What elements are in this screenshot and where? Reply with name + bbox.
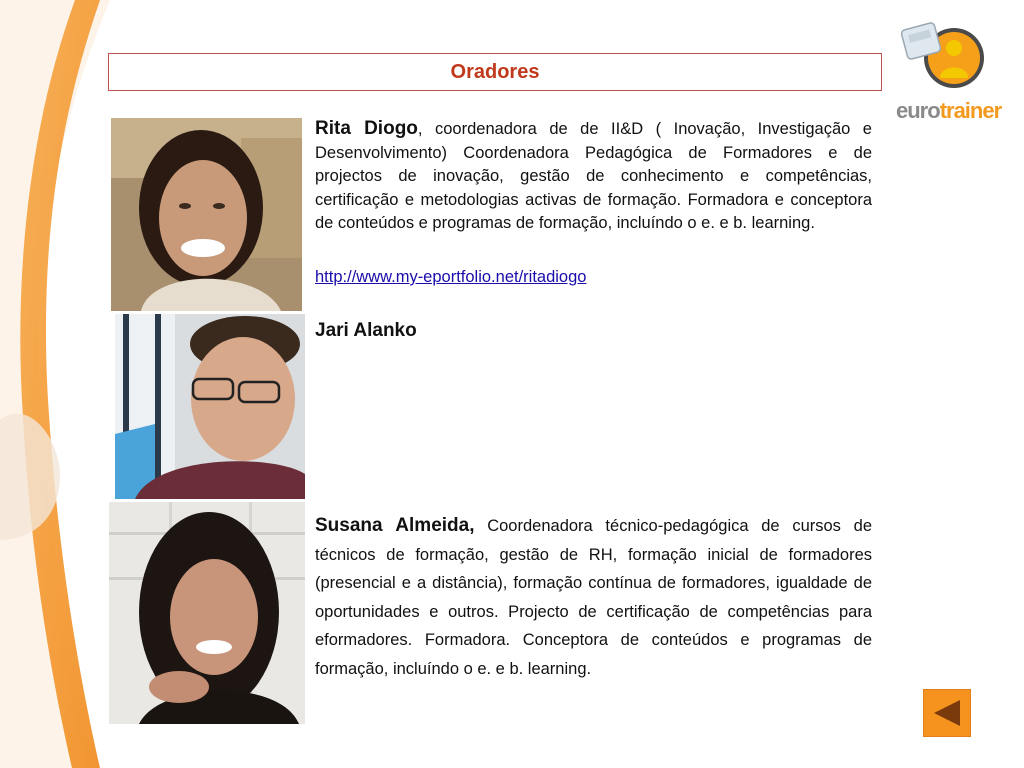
speaker-photo-rita-diogo xyxy=(111,118,302,311)
speaker-photo-susana-almeida xyxy=(109,502,305,724)
title-box xyxy=(108,53,882,91)
speaker-bio-susana-almeida xyxy=(315,512,872,683)
logo-mascot-icon xyxy=(896,18,1008,100)
logo-trainer-text: trainer xyxy=(939,98,1002,123)
speaker-description: coordenadora de de II&D ( Inovação, Investigação e Desenvolvimento) Coordenadora Pedagógica de Formadores e de projectos de inovação, gestão de conhecimento e competências, certificação e metodologias activas de formação. Formadora e conceptora de conteúdos e programas de formação, incluíndo o e. e b. learning. xyxy=(315,120,872,232)
speaker-bio-rita-diogo xyxy=(315,117,872,236)
back-button[interactable] xyxy=(923,689,971,737)
speaker-name-jari-alanko: Jari Alanko xyxy=(315,320,417,341)
speaker-photo-jari-alanko xyxy=(115,314,305,499)
speaker-name: Susana Almeida, xyxy=(315,515,475,536)
eurotrainer-logo xyxy=(896,18,1008,128)
slide-title: Oradores xyxy=(450,60,540,83)
speaker-description: Coordenadora técnico-pedagógica de cursos de técnicos de formação, gestão de RH, formação inicial de formadores (presencial e a distância), formação contínua de formadores, igualdade de oportunidades e outros. Projecto de certificação de competências para eformadores. Formadora. Conceptora de conteúdos e programas de formação, incluíndo o e. e b. learning. xyxy=(315,517,872,678)
triangle-left-icon xyxy=(930,696,964,730)
speaker-name: Rita Diogo xyxy=(315,118,418,139)
logo-wordmark xyxy=(896,98,1001,124)
speaker-portfolio-link[interactable]: http://www.my-eportfolio.net/ritadiogo xyxy=(315,268,587,286)
logo-euro-text: euro xyxy=(896,98,940,123)
speaker-name-separator: , xyxy=(417,120,423,138)
